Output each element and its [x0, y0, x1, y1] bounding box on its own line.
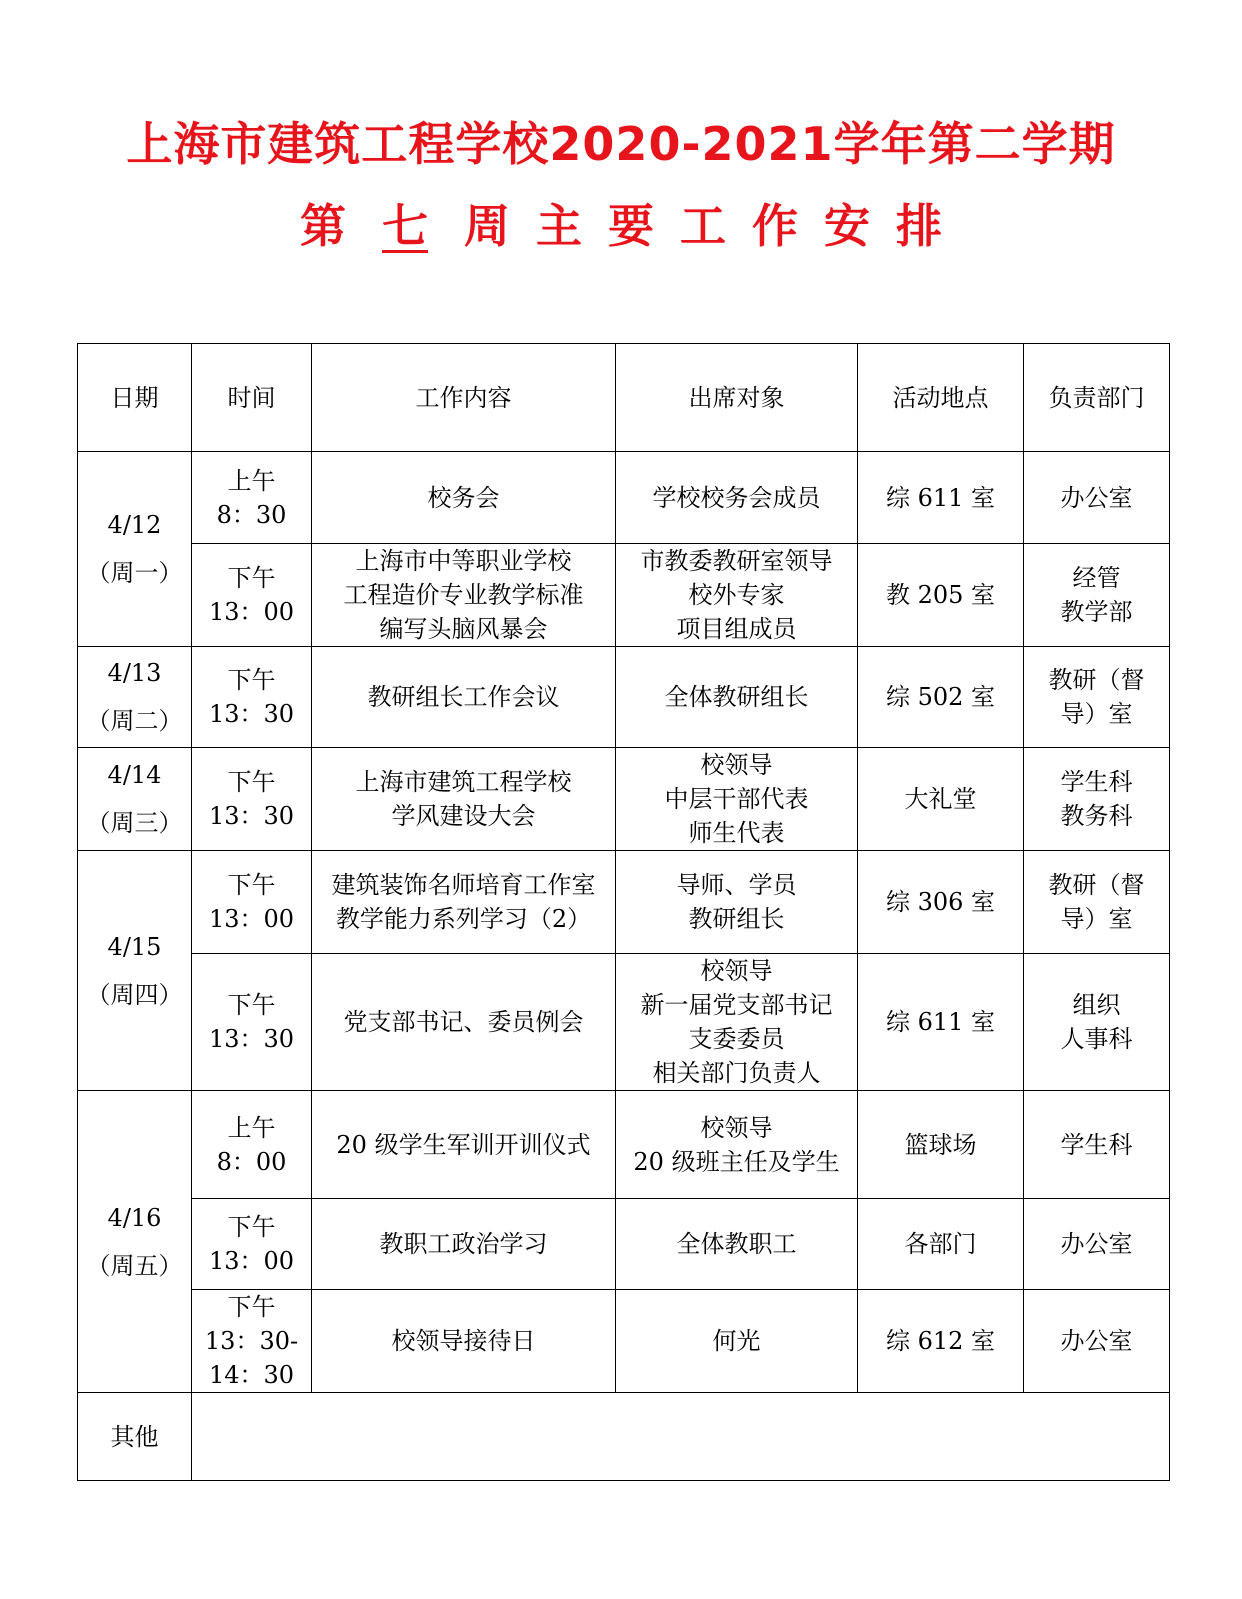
attendees-cell-line: 校领导 — [700, 751, 773, 779]
attendees-cell-line: 项目组成员 — [676, 615, 797, 643]
document-title: 上海市建筑工程学校2020-2021学年第二学期 — [126, 117, 1116, 171]
table-row — [78, 851, 1170, 954]
time-cell-line: 下午 — [227, 991, 276, 1019]
location-cell: 综 306 室 — [858, 851, 1024, 954]
table-row — [78, 1290, 1170, 1393]
content-cell-line: 编写头脑风暴会 — [379, 615, 548, 643]
content-cell-line: 工程造价专业教学标准 — [343, 581, 584, 609]
content-cell — [312, 544, 616, 647]
table-row — [78, 1199, 1170, 1290]
content-cell — [312, 452, 616, 544]
time-cell-line: 下午 — [227, 666, 276, 694]
department-cell-line: 教学部 — [1060, 598, 1133, 626]
attendees-cell-line: 20 级班主任及学生 — [633, 1147, 840, 1176]
content-cell — [312, 748, 616, 851]
attendees-cell — [616, 544, 858, 647]
header-date: 日期 — [78, 344, 192, 452]
department-cell — [1024, 954, 1170, 1091]
subtitle-word: 工 — [680, 199, 726, 253]
table-row — [78, 1091, 1170, 1199]
department-cell — [1024, 748, 1170, 851]
content-cell — [312, 647, 616, 748]
header-department: 负责部门 — [1024, 344, 1170, 452]
header-time: 时间 — [192, 344, 312, 452]
time-cell-line: 下午 — [227, 564, 276, 592]
attendees-cell-line: 新一届党支部书记 — [640, 991, 833, 1019]
weekday-value: （周一） — [86, 559, 183, 587]
date-cell — [78, 851, 192, 1091]
date-value: 4/14 — [107, 761, 162, 789]
time-cell — [192, 851, 312, 954]
time-cell-line: 13：30 — [208, 700, 295, 728]
attendees-cell-line: 导师、学员 — [676, 871, 797, 899]
department-cell-line: 学生科 — [1060, 768, 1133, 796]
attendees-cell-line: 校外专家 — [688, 581, 785, 609]
attendees-cell-line: 学校校务会成员 — [652, 483, 821, 512]
department-cell-line: 教研（督 — [1048, 666, 1145, 694]
department-cell — [1024, 851, 1170, 954]
attendees-cell — [616, 452, 858, 544]
department-cell — [1024, 452, 1170, 544]
attendees-cell-line: 校领导 — [700, 1113, 773, 1142]
department-cell-line: 导）室 — [1060, 700, 1133, 728]
content-cell-line: 上海市中等职业学校 — [355, 547, 572, 575]
time-cell-line: 8：00 — [216, 1147, 287, 1176]
department-cell-line: 经管 — [1072, 564, 1121, 592]
subtitle-word: 作 — [752, 199, 798, 253]
department-cell — [1024, 1199, 1170, 1290]
time-cell-line: 13：00 — [208, 905, 295, 933]
department-cell-line: 办公室 — [1060, 483, 1133, 512]
time-cell-line: 14：30 — [208, 1361, 295, 1389]
header-content: 工作内容 — [312, 344, 616, 452]
content-cell — [312, 1091, 616, 1199]
time-cell — [192, 647, 312, 748]
location-cell: 大礼堂 — [858, 748, 1024, 851]
location-cell: 综 612 室 — [858, 1290, 1024, 1393]
content-cell-line: 建筑装饰名师培育工作室 — [331, 871, 596, 899]
time-cell-line: 8：30 — [216, 500, 287, 529]
weekday-value: （周二） — [86, 707, 183, 735]
location-cell: 教 205 室 — [858, 544, 1024, 647]
time-cell — [192, 748, 312, 851]
department-cell — [1024, 1290, 1170, 1393]
content-cell — [312, 954, 616, 1091]
attendees-cell-line: 全体教职工 — [676, 1230, 797, 1258]
time-cell — [192, 544, 312, 647]
content-cell-line: 上海市建筑工程学校 — [355, 768, 572, 796]
attendees-cell — [616, 851, 858, 954]
subtitle-prefix: 第 — [300, 199, 346, 253]
location-cell: 综 502 室 — [858, 647, 1024, 748]
schedule-table — [77, 343, 1170, 1481]
week-number: 七 — [382, 199, 428, 253]
department-cell-line: 学生科 — [1060, 1130, 1133, 1159]
content-cell-line: 校领导接待日 — [391, 1327, 536, 1355]
date-value: 4/16 — [107, 1203, 162, 1232]
time-cell-line: 下午 — [227, 1293, 276, 1321]
attendees-cell-line: 支委委员 — [688, 1025, 785, 1053]
date-cell — [78, 748, 192, 851]
date-value: 4/15 — [107, 932, 162, 961]
date-cell — [78, 452, 192, 647]
content-cell — [312, 851, 616, 954]
time-cell-line: 13：30 — [208, 1025, 295, 1053]
date-cell — [78, 1091, 192, 1393]
department-cell-line: 办公室 — [1060, 1327, 1133, 1355]
time-cell-line: 13：00 — [208, 1247, 295, 1275]
attendees-cell — [616, 1199, 858, 1290]
time-cell-line: 13：30 — [208, 802, 295, 830]
content-cell — [312, 1199, 616, 1290]
attendees-cell — [616, 954, 858, 1091]
attendees-cell-line: 全体教研组长 — [664, 683, 809, 711]
document-subtitle — [0, 190, 1242, 256]
time-cell-line: 下午 — [227, 871, 276, 899]
department-cell-line: 人事科 — [1060, 1025, 1133, 1053]
time-cell — [192, 1199, 312, 1290]
other-value — [192, 1393, 1170, 1481]
location-cell: 综 611 室 — [858, 954, 1024, 1091]
time-cell-line: 13：00 — [208, 598, 295, 626]
other-label: 其他 — [78, 1393, 192, 1481]
subtitle-word: 要 — [608, 199, 654, 253]
attendees-cell — [616, 1290, 858, 1393]
time-cell-line: 下午 — [227, 1213, 276, 1241]
date-value: 4/13 — [107, 659, 162, 687]
date-value: 4/12 — [107, 511, 162, 539]
attendees-cell-line: 教研组长 — [688, 905, 785, 933]
content-cell-line: 校务会 — [427, 483, 500, 512]
attendees-cell-line: 校领导 — [700, 957, 773, 985]
content-cell-line: 教研组长工作会议 — [367, 683, 560, 711]
content-cell-line: 教学能力系列学习（2） — [335, 905, 592, 933]
subtitle-word: 排 — [896, 199, 942, 253]
table-row — [78, 954, 1170, 1091]
department-cell — [1024, 544, 1170, 647]
content-cell-line: 20 级学生军训开训仪式 — [336, 1130, 591, 1159]
header-row — [78, 344, 1170, 452]
content-cell — [312, 1290, 616, 1393]
weekday-value: （周五） — [86, 1251, 183, 1280]
department-cell-line: 组织 — [1072, 991, 1121, 1019]
subtitle-word: 安 — [824, 199, 870, 253]
time-cell — [192, 1091, 312, 1199]
other-row — [78, 1393, 1170, 1481]
attendees-cell-line: 何光 — [712, 1327, 761, 1355]
table-row — [78, 748, 1170, 851]
department-cell-line: 教研（督 — [1048, 871, 1145, 899]
time-cell-line: 上午 — [227, 1113, 276, 1142]
time-cell — [192, 1290, 312, 1393]
department-cell — [1024, 647, 1170, 748]
department-cell — [1024, 1091, 1170, 1199]
time-cell — [192, 452, 312, 544]
table-row — [78, 544, 1170, 647]
attendees-cell-line: 市教委教研室领导 — [640, 547, 833, 575]
weekday-value: （周三） — [86, 809, 183, 837]
attendees-cell-line: 相关部门负责人 — [652, 1059, 821, 1087]
department-cell-line: 办公室 — [1060, 1230, 1133, 1258]
subtitle-word: 主 — [536, 199, 582, 253]
location-cell: 篮球场 — [858, 1091, 1024, 1199]
attendees-cell-line: 师生代表 — [688, 819, 785, 847]
weekday-value: （周四） — [86, 980, 183, 1009]
table-row — [78, 452, 1170, 544]
date-cell — [78, 647, 192, 748]
table-row — [78, 647, 1170, 748]
department-cell-line: 导）室 — [1060, 905, 1133, 933]
subtitle-word: 周 — [464, 199, 510, 253]
content-cell-line: 教职工政治学习 — [379, 1230, 548, 1258]
time-cell-line: 13：30- — [204, 1327, 299, 1355]
location-cell: 综 611 室 — [858, 452, 1024, 544]
time-cell — [192, 954, 312, 1091]
content-cell-line: 党支部书记、委员例会 — [343, 1008, 584, 1036]
attendees-cell — [616, 1091, 858, 1199]
attendees-cell — [616, 647, 858, 748]
time-cell-line: 上午 — [227, 466, 276, 495]
header-location: 活动地点 — [858, 344, 1024, 452]
department-cell-line: 教务科 — [1060, 802, 1133, 830]
time-cell-line: 下午 — [227, 768, 276, 796]
header-attendees: 出席对象 — [616, 344, 858, 452]
location-cell: 各部门 — [858, 1199, 1024, 1290]
attendees-cell — [616, 748, 858, 851]
content-cell-line: 学风建设大会 — [391, 802, 536, 830]
attendees-cell-line: 中层干部代表 — [664, 785, 809, 813]
